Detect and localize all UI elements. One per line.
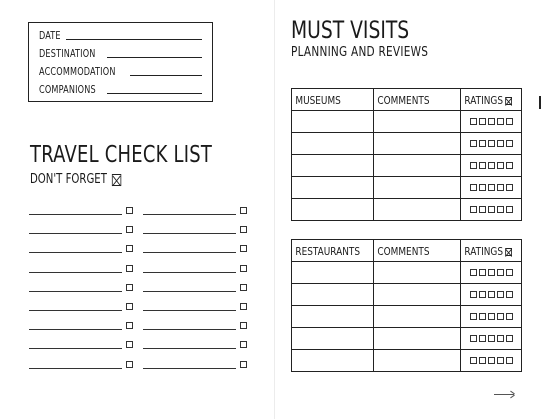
name-cell[interactable]	[292, 328, 374, 350]
rating-checkbox[interactable]	[470, 291, 477, 298]
rating-checkbox[interactable]	[488, 335, 495, 342]
comments-cell[interactable]	[374, 199, 461, 221]
x-box-icon	[506, 248, 513, 256]
must-visits-subtitle: PLANNING AND REVIEWS	[291, 44, 429, 60]
checklist-line	[143, 272, 236, 273]
checkbox[interactable]	[126, 226, 133, 233]
checklist-line	[29, 214, 122, 215]
arrow-right-icon[interactable]	[494, 390, 516, 398]
rating-checkbox[interactable]	[488, 313, 495, 320]
trip-info-box	[28, 22, 213, 102]
rating-cell	[461, 177, 522, 199]
checkbox[interactable]	[240, 207, 247, 214]
checklist-line	[143, 348, 236, 349]
checkbox[interactable]	[126, 341, 133, 348]
accommodation-label: ACCOMMODATION	[39, 66, 116, 78]
side-mark	[539, 96, 541, 109]
rating-checkbox[interactable]	[488, 140, 495, 147]
rating-cell	[461, 111, 522, 133]
checkbox[interactable]	[240, 226, 247, 233]
table-row	[292, 328, 522, 350]
rating-checkbox[interactable]	[506, 184, 513, 191]
rating-checkbox[interactable]	[488, 206, 495, 213]
checklist-item[interactable]	[143, 226, 248, 236]
rating-checkbox[interactable]	[470, 118, 477, 125]
rating-cell	[461, 199, 522, 221]
checklist-item[interactable]	[143, 361, 248, 371]
accommodation-field[interactable]	[39, 64, 202, 78]
table-row	[292, 199, 522, 221]
checkbox[interactable]	[240, 265, 247, 272]
checkbox[interactable]	[240, 303, 247, 310]
checkbox[interactable]	[240, 322, 247, 329]
table-row	[292, 350, 522, 372]
checkbox[interactable]	[126, 322, 133, 329]
rating-checkbox[interactable]	[497, 140, 504, 147]
checkbox[interactable]	[240, 245, 247, 252]
rating-checkbox[interactable]	[488, 357, 495, 364]
accommodation-line	[130, 75, 202, 76]
name-cell[interactable]	[292, 350, 374, 372]
checklist-line	[29, 272, 122, 273]
checklist-item[interactable]	[143, 303, 248, 313]
checklist-item[interactable]	[29, 361, 134, 371]
rating-checkbox[interactable]	[506, 291, 513, 298]
name-cell[interactable]	[292, 284, 374, 306]
checklist-item[interactable]	[143, 322, 248, 332]
rating-checkbox[interactable]	[470, 140, 477, 147]
rating-checkbox[interactable]	[506, 357, 513, 364]
rating-cell	[461, 306, 522, 328]
rating-cell	[461, 284, 522, 306]
checklist-item[interactable]	[29, 341, 134, 351]
checkbox[interactable]	[240, 341, 247, 348]
rating-checkbox[interactable]	[497, 162, 504, 169]
companions-line	[107, 93, 202, 94]
rating-checkbox[interactable]	[470, 206, 477, 213]
rating-checkbox[interactable]	[497, 313, 504, 320]
checkbox[interactable]	[126, 207, 133, 214]
checklist-line	[143, 368, 236, 369]
checklist-line	[143, 233, 236, 234]
restaurants-header: RESTAURANTS	[292, 240, 374, 262]
name-cell[interactable]	[292, 262, 374, 284]
checklist-item[interactable]	[143, 265, 248, 275]
rating-checkbox[interactable]	[488, 291, 495, 298]
companions-field[interactable]	[39, 82, 202, 96]
rating-checkbox[interactable]	[497, 357, 504, 364]
checklist-item[interactable]	[29, 284, 134, 294]
comments-cell[interactable]	[374, 284, 461, 306]
comments-cell[interactable]	[374, 177, 461, 199]
comments-cell[interactable]	[374, 306, 461, 328]
rating-checkbox[interactable]	[479, 184, 486, 191]
rating-checkbox[interactable]	[479, 140, 486, 147]
checklist-subtitle-text: DON'T FORGET	[30, 172, 107, 187]
rating-cell	[461, 262, 522, 284]
checkbox[interactable]	[126, 284, 133, 291]
rating-checkbox[interactable]	[488, 184, 495, 191]
checklist-item[interactable]	[143, 245, 248, 255]
table-row	[292, 284, 522, 306]
checklist-subtitle	[30, 172, 121, 187]
checkbox[interactable]	[126, 303, 133, 310]
checklist-line	[29, 291, 122, 292]
rating-checkbox[interactable]	[479, 269, 486, 276]
rating-checkbox[interactable]	[506, 313, 513, 320]
checkbox[interactable]	[126, 361, 133, 368]
checklist-item[interactable]	[143, 207, 248, 217]
rating-checkbox[interactable]	[470, 162, 477, 169]
companions-label: COMPANIONS	[39, 84, 96, 96]
rating-checkbox[interactable]	[479, 357, 486, 364]
museums-comments-header: COMMENTS	[374, 89, 461, 111]
checklist-line	[29, 310, 122, 311]
date-field[interactable]	[39, 28, 202, 42]
restaurants-ratings-header: RATINGS	[461, 240, 522, 262]
destination-line	[107, 57, 202, 58]
museums-ratings-header: RATINGS	[461, 89, 522, 111]
museums-header: MUSEUMS	[292, 89, 374, 111]
rating-cell	[461, 328, 522, 350]
rating-checkbox[interactable]	[470, 357, 477, 364]
checklist-item[interactable]	[29, 303, 134, 313]
rating-checkbox[interactable]	[470, 269, 477, 276]
rating-checkbox[interactable]	[506, 269, 513, 276]
rating-checkbox[interactable]	[497, 335, 504, 342]
comments-cell[interactable]	[374, 350, 461, 372]
checklist-line	[29, 233, 122, 234]
comments-cell[interactable]	[374, 111, 461, 133]
rating-checkbox[interactable]	[488, 162, 495, 169]
destination-label: DESTINATION	[39, 48, 96, 60]
rating-checkbox[interactable]	[497, 206, 504, 213]
comments-cell[interactable]	[374, 328, 461, 350]
checklist-line	[143, 329, 236, 330]
table-row	[292, 111, 522, 133]
destination-field[interactable]	[39, 46, 202, 60]
rating-checkbox[interactable]	[488, 269, 495, 276]
name-cell[interactable]	[292, 111, 374, 133]
checklist-title: TRAVEL CHECK LIST	[30, 142, 213, 168]
rating-cell	[461, 350, 522, 372]
rating-checkbox[interactable]	[488, 118, 495, 125]
checklist-item[interactable]	[29, 226, 134, 236]
checklist-item[interactable]	[143, 284, 248, 294]
rating-checkbox[interactable]	[470, 313, 477, 320]
checklist-line	[143, 310, 236, 311]
checkbox[interactable]	[126, 265, 133, 272]
checklist-item[interactable]	[29, 265, 134, 275]
checklist-line	[143, 214, 236, 215]
rating-checkbox[interactable]	[506, 206, 513, 213]
rating-checkbox[interactable]	[479, 335, 486, 342]
must-visits-title: MUST VISITS	[291, 16, 410, 44]
rating-checkbox[interactable]	[506, 335, 513, 342]
comments-cell[interactable]	[374, 155, 461, 177]
checklist-line	[29, 252, 122, 253]
checkbox[interactable]	[126, 245, 133, 252]
date-label: DATE	[39, 30, 61, 42]
x-box-icon	[506, 97, 513, 105]
checklist-item[interactable]	[29, 207, 134, 217]
checklist-item[interactable]	[143, 341, 248, 351]
comments-cell[interactable]	[374, 262, 461, 284]
table-row	[292, 306, 522, 328]
page-divider	[274, 0, 275, 419]
restaurants-comments-header: COMMENTS	[374, 240, 461, 262]
rating-checkbox[interactable]	[479, 291, 486, 298]
rating-checkbox[interactable]	[497, 184, 504, 191]
rating-checkbox[interactable]	[479, 118, 486, 125]
table-row	[292, 262, 522, 284]
comments-cell[interactable]	[374, 133, 461, 155]
name-cell[interactable]	[292, 155, 374, 177]
rating-checkbox[interactable]	[497, 269, 504, 276]
name-cell[interactable]	[292, 306, 374, 328]
date-line	[66, 39, 202, 40]
museums-table	[291, 88, 522, 221]
checkbox[interactable]	[240, 284, 247, 291]
name-cell[interactable]	[292, 199, 374, 221]
table-row	[292, 177, 522, 199]
restaurants-table	[291, 239, 522, 372]
checklist-line	[143, 291, 236, 292]
rating-checkbox[interactable]	[470, 184, 477, 191]
table-row	[292, 133, 522, 155]
checklist-line	[143, 252, 236, 253]
rating-checkbox[interactable]	[479, 162, 486, 169]
rating-checkbox[interactable]	[497, 291, 504, 298]
rating-checkbox[interactable]	[470, 335, 477, 342]
checklist-line	[29, 348, 122, 349]
checklist-item[interactable]	[29, 245, 134, 255]
name-cell[interactable]	[292, 177, 374, 199]
rating-cell	[461, 155, 522, 177]
rating-checkbox[interactable]	[479, 206, 486, 213]
name-cell[interactable]	[292, 133, 374, 155]
checklist-item[interactable]	[29, 322, 134, 332]
rating-checkbox[interactable]	[506, 162, 513, 169]
checklist-line	[29, 368, 122, 369]
checklist-line	[29, 329, 122, 330]
checkbox[interactable]	[240, 361, 247, 368]
rating-cell	[461, 133, 522, 155]
table-row	[292, 155, 522, 177]
rating-checkbox[interactable]	[506, 118, 513, 125]
x-box-icon	[112, 174, 121, 186]
rating-checkbox[interactable]	[497, 118, 504, 125]
rating-checkbox[interactable]	[479, 313, 486, 320]
rating-checkbox[interactable]	[506, 140, 513, 147]
